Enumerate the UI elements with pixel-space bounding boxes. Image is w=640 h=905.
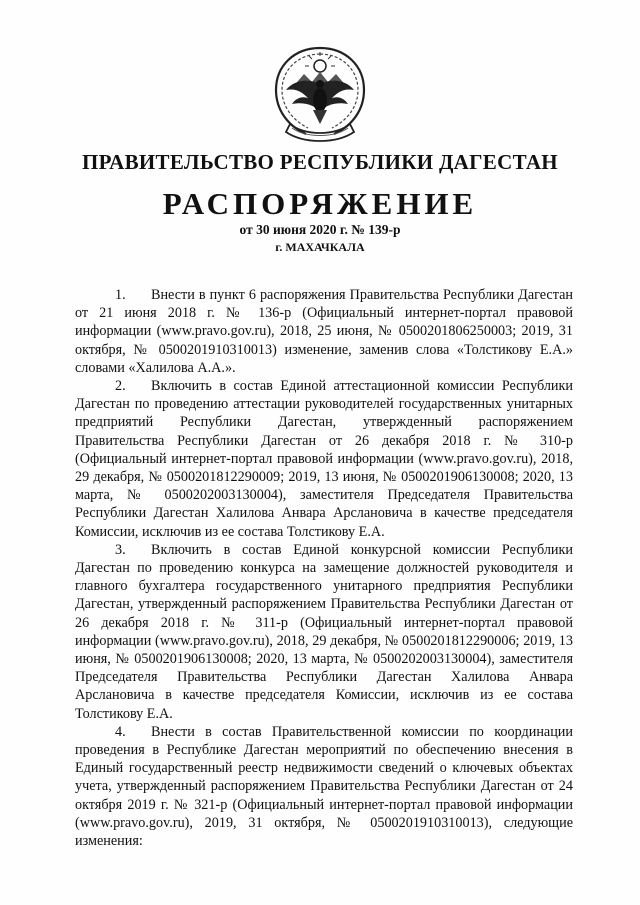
paragraph-1 <box>75 286 573 377</box>
paragraph-text: Включить в состав Единой конкурсной комиссии Республики Дагестан по проведению конкурса на замещение должностей руководителя и главного бухгалтера государственного унитарного предприятия Республики Дагестан, утвержденный распоряжением Правительства Республики Дагестан от 26 декабря 2018 г. № 311-р (Официальный интернет-портал правовой информации (www.pravo.gov.ru), 2018, 29 декабря, № 0500201812290006; 2019, 13 июня, № 0500201906130008; 2020, 13 марта, № 0500202003130004), заместителя Председателя Правительства Республики Дагестан Халилова Анвара Арслановича в качестве председателя Комиссии, исключив из ее состава Толстикову Е.А. <box>75 541 573 722</box>
paragraph-3 <box>75 541 573 723</box>
paragraph-text: Внести в пункт 6 распоряжения Правительства Республики Дагестан от 21 июня 2018 г. № 136-р (Официальный интернет-портал правовой информации (www.pravo.gov.ru), 2018, 25 июня, № 0500201806250003; 2019, 31 октября, № 0500201910310013) изменение, заменив слова «Толстикову Е.А.» словами «Халилова А.А.». <box>75 287 573 376</box>
document-body <box>75 286 573 850</box>
paragraph-text: Включить в состав Единой аттестационной комиссии Республики Дагестан по проведению аттестации руководителей государственных унитарных предприятий Республики Дагестан, утвержденный распоряжением Правительства Республики Дагестан от 26 декабря 2018 г. № 310-р (Официальный интернет-портал правовой информации (www.pravo.gov.ru), 2018, 29 декабря, № 0500201812290009; 2019, 13 июня, № 0500201906130008; 2020, 13 марта, № 0500202003130004), заместителя Председателя Правительства Республики Дагестан Халилова Анвара Арслановича в качестве председателя Комиссии, исключив из ее состава Толстикову Е.А. <box>75 378 573 540</box>
document-type-title: РАСПОРЯЖЕНИЕ <box>162 186 478 221</box>
government-title: ПРАВИТЕЛЬСТВО РЕСПУБЛИКИ ДАГЕСТАН <box>82 150 558 174</box>
paragraph-2 <box>75 377 573 541</box>
paragraph-4 <box>75 723 573 850</box>
document-city: г. МАХАЧКАЛА <box>275 240 365 254</box>
dagestan-coat-of-arms-icon <box>268 44 372 144</box>
paragraph-number: 3. <box>115 541 126 558</box>
paragraph-number: 2. <box>115 378 126 395</box>
paragraph-number: 1. <box>115 287 126 303</box>
paragraph-text: Внести в состав Правительственной комиссии по координации проведения в Республике Дагестан мероприятий по обеспечению внесения в Единый государственный реестр недвижимости сведений о ключевых объектах учета, утвержденный распоряжением Правительства Республики Дагестан от 24 октября 2019 г. № 321-р (Официальный интернет-портал правовой информации (www.pravo.gov.ru), 2019, 31 октября, № 0500201910310013), следующие изменения: <box>75 723 573 850</box>
document-date-number: от 30 июня 2020 г. № 139-р <box>239 222 401 237</box>
paragraph-number: 4. <box>115 723 126 740</box>
